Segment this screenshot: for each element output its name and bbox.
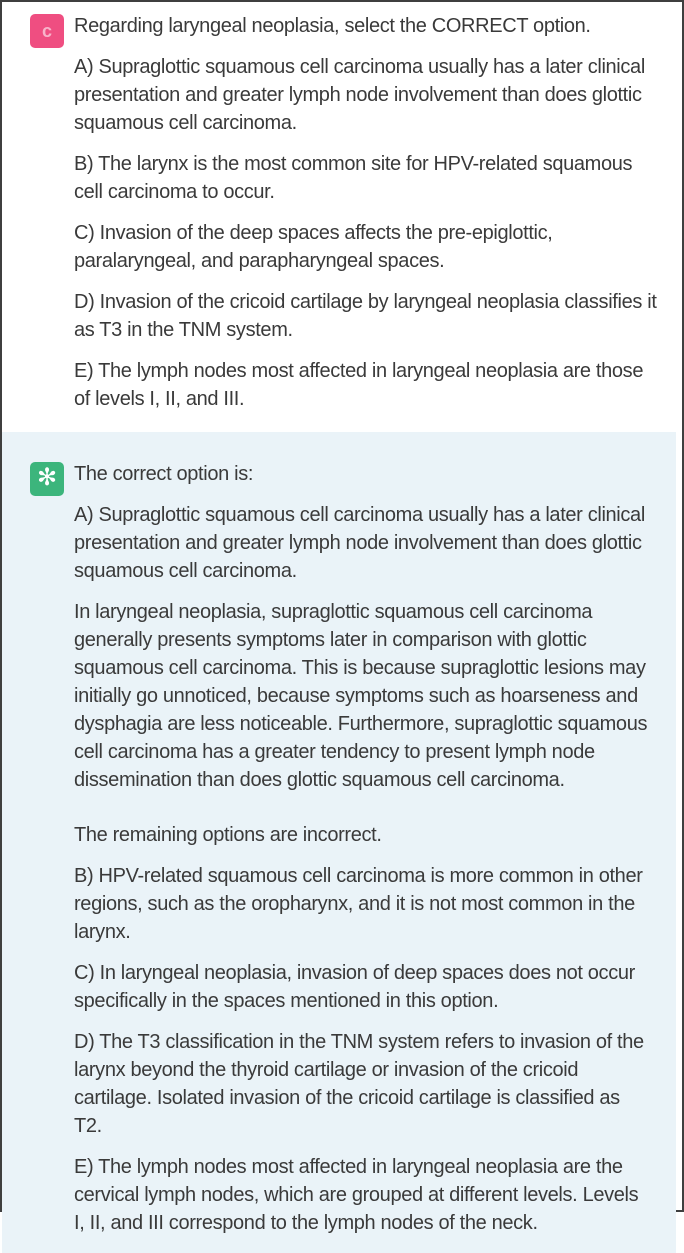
answer-incorrect-c: C) In laryngeal neoplasia, invasion of deep spaces does not occur specifically in the spaces mentioned in this option. (74, 962, 635, 1012)
user-avatar (30, 14, 64, 48)
answer-message (2, 432, 676, 1253)
question-content (74, 12, 658, 413)
question-intro: Regarding laryngeal neoplasia, select the CORRECT option. (74, 15, 591, 37)
answer-content (74, 460, 652, 1237)
answer-incorrect-d: D) The T3 classification in the TNM system refers to invasion of the larynx beyond the thyroid cartilage or invasion of the cricoid cartilage. Isolated invasion of the cricoid cartilage is classified as T2. (74, 1031, 644, 1137)
answer-correct-option: A) Supraglottic squamous cell carcinoma usually has a later clinical presentation and greater lymph node involvement than does glottic squamous cell carcinoma. (74, 504, 645, 582)
question-option-e: E) The lymph nodes most affected in laryngeal neoplasia are those of levels I, II, and III. (74, 360, 644, 410)
openai-logo-glyph: ✻ (36, 464, 58, 491)
question-option-d: D) Invasion of the cricoid cartilage by laryngeal neoplasia classifies it as T3 in the TNM system. (74, 291, 657, 341)
question-option-a: A) Supraglottic squamous cell carcinoma usually has a later clinical presentation and greater lymph node involvement than does glottic squamous cell carcinoma. (74, 56, 645, 134)
answer-explanation: In laryngeal neoplasia, supraglottic squamous cell carcinoma generally presents symptoms later in comparison with glottic squamous cell carcinoma. This is because supraglottic lesions may initially go unnoticed, because symptoms such as hoarseness and dysphagia are less noticeable. Furthermore, supraglottic squamous cell carcinoma has a greater tendency to present lymph node dissemination than does glottic squamous cell carcinoma. (74, 601, 648, 791)
answer-incorrect-b: B) HPV-related squamous cell carcinoma is more common in other regions, such as the oropharynx, and it is not most common in the larynx. (74, 865, 643, 943)
question-message (2, 2, 682, 432)
answer-incorrect-e: E) The lymph nodes most affected in laryngeal neoplasia are the cervical lymph nodes, which are grouped at different levels. Levels I, II, and III correspond to the lymph nodes of the neck. (74, 1156, 639, 1234)
answer-remaining-header: The remaining options are incorrect. (74, 824, 382, 846)
question-option-b: B) The larynx is the most common site for HPV-related squamous cell carcinoma to occur. (74, 153, 633, 203)
question-option-c: C) Invasion of the deep spaces affects the pre-epiglottic, paralaryngeal, and parapharyngeal spaces. (74, 222, 553, 272)
openai-logo-icon (30, 462, 64, 496)
user-avatar-label: c (41, 21, 52, 41)
answer-intro: The correct option is: (74, 463, 254, 485)
